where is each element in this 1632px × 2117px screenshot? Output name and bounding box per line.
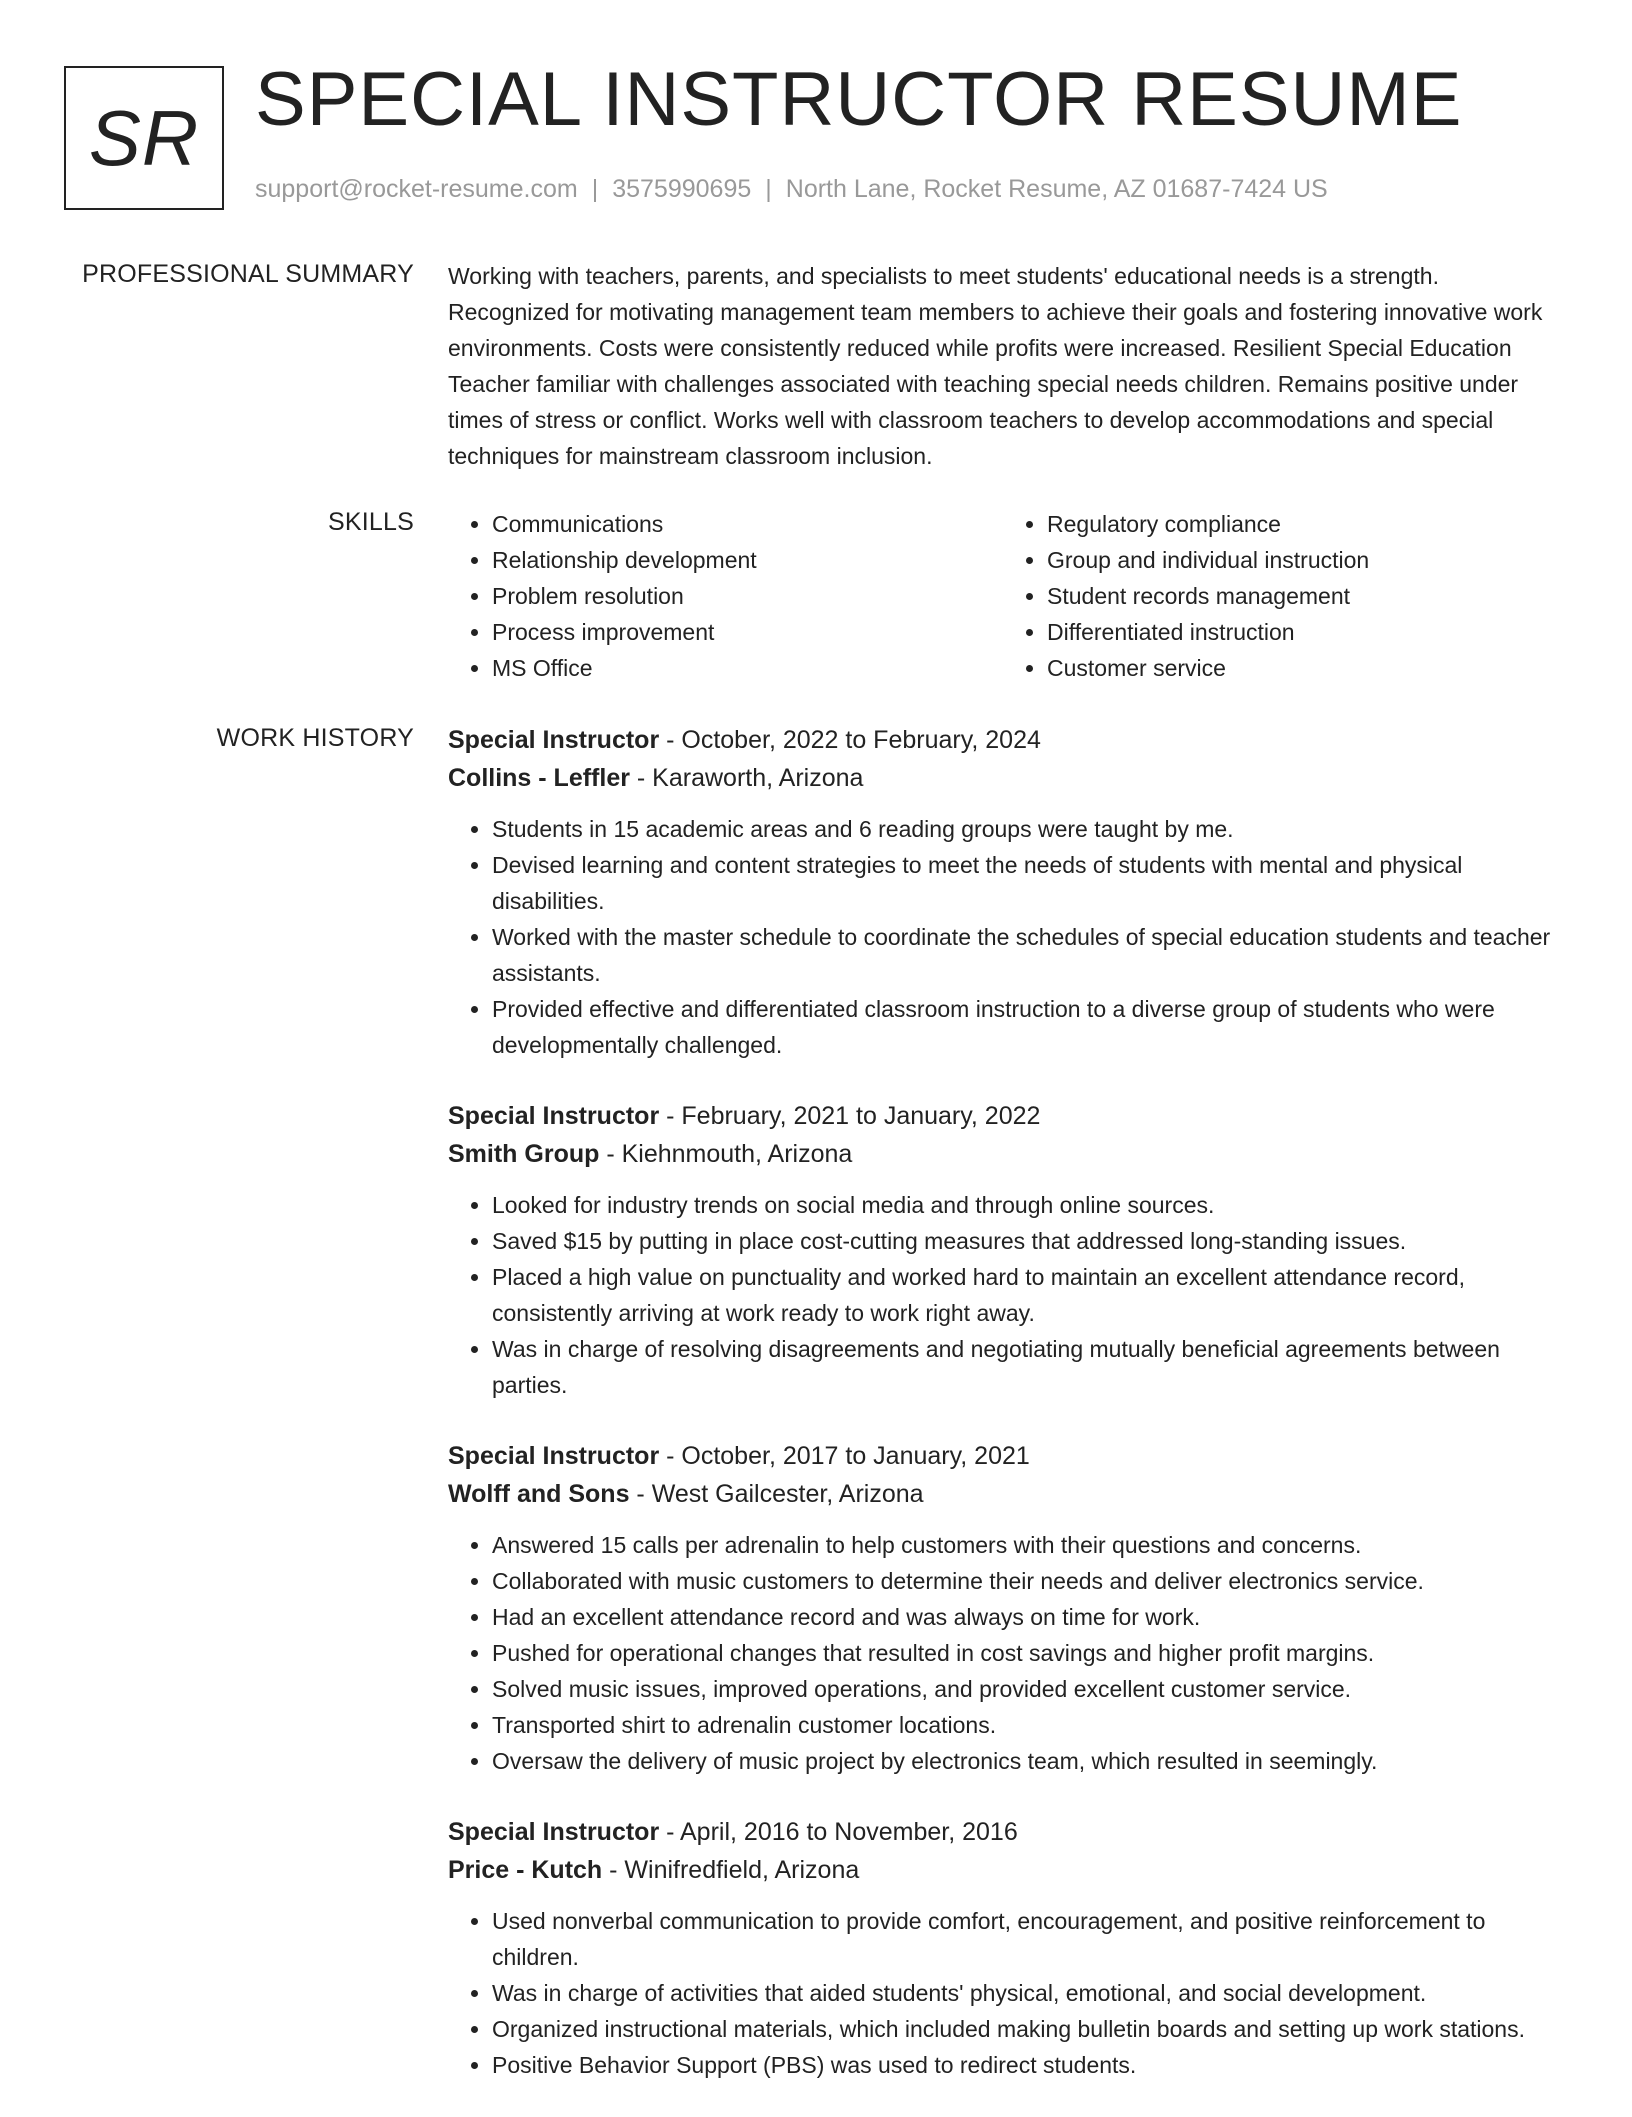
job-dates: - October, 2022 to February, 2024 [659, 726, 1041, 754]
work-history-label: WORK HISTORY [216, 724, 414, 752]
job-bullet: • Was in charge of resolving disagreements and negotiating mutually beneficial agreements between parties. [492, 1331, 1558, 1403]
job-entry [448, 721, 1558, 1063]
skill-item: • Regulatory compliance [1047, 506, 1558, 542]
contact-line [255, 175, 1328, 204]
contact-separator: | [591, 175, 599, 203]
job-entry [448, 1813, 1558, 2083]
job-bullets [448, 1187, 1558, 1403]
contact-address: North Lane, Rocket Resume, AZ 01687-7424 US [785, 175, 1328, 203]
job-dates: - October, 2017 to January, 2021 [659, 1442, 1030, 1470]
job-location: - Kiehnmouth, Arizona [599, 1140, 853, 1168]
summary-label: PROFESSIONAL SUMMARY [82, 260, 414, 288]
skill-item: • Customer service [1047, 650, 1558, 686]
job-bullets [448, 1903, 1558, 2083]
job-company-line [448, 759, 1558, 797]
job-company-line [448, 1851, 1558, 1889]
monogram-logo: SR [64, 66, 224, 210]
job-bullet: • Pushed for operational changes that resulted in cost savings and higher profit margins. [492, 1635, 1558, 1671]
job-dates: - February, 2021 to January, 2022 [659, 1102, 1041, 1130]
skill-item: • Process improvement [492, 614, 1003, 650]
job-bullet: • Devised learning and content strategies to meet the needs of students with mental and physical disabilities. [492, 847, 1558, 919]
job-bullet: • Collaborated with music customers to determine their needs and deliver electronics service. [492, 1563, 1558, 1599]
skills-list-right [1003, 506, 1558, 686]
job-title: Special Instructor [448, 1442, 660, 1470]
job-bullet: • Used nonverbal communication to provide comfort, encouragement, and positive reinforcement to children. [492, 1903, 1558, 1975]
skill-item: • MS Office [492, 650, 1003, 686]
job-bullets [448, 1527, 1558, 1779]
job-bullet: • Solved music issues, improved operations, and provided excellent customer service. [492, 1671, 1558, 1707]
job-entry [448, 1437, 1558, 1779]
job-bullet: • Worked with the master schedule to coordinate the schedules of special education students and teacher assistants. [492, 919, 1558, 991]
job-title-line [448, 721, 1558, 759]
job-bullet: • Organized instructional materials, which included making bulletin boards and setting up work stations. [492, 2011, 1558, 2047]
job-company-line [448, 1135, 1558, 1173]
job-location: - Winifredfield, Arizona [602, 1856, 860, 1884]
job-bullet: • Students in 15 academic areas and 6 reading groups were taught by me. [492, 811, 1558, 847]
job-title: Special Instructor [448, 726, 660, 754]
job-title: Special Instructor [448, 1102, 660, 1130]
job-location: - West Gailcester, Arizona [629, 1480, 924, 1508]
job-bullet: • Transported shirt to adrenalin customer locations. [492, 1707, 1558, 1743]
job-company: Price - Kutch [448, 1856, 603, 1884]
job-entry [448, 1097, 1558, 1403]
job-location: - Karaworth, Arizona [629, 764, 864, 792]
job-bullet: • Provided effective and differentiated classroom instruction to a diverse group of students who were developmentally challenged. [492, 991, 1558, 1063]
job-company: Wolff and Sons [448, 1480, 630, 1508]
skill-item: • Differentiated instruction [1047, 614, 1558, 650]
summary-content [448, 258, 1558, 474]
job-bullet: • Had an excellent attendance record and was always on time for work. [492, 1599, 1558, 1635]
contact-email[interactable]: support@rocket-resume.com [255, 175, 578, 203]
job-bullets [448, 811, 1558, 1063]
job-bullet: • Answered 15 calls per adrenalin to help customers with their questions and concerns. [492, 1527, 1558, 1563]
contact-phone[interactable]: 3575990695 [612, 175, 752, 203]
job-title-line [448, 1097, 1558, 1135]
job-company-line [448, 1475, 1558, 1513]
job-dates: - April, 2016 to November, 2016 [659, 1818, 1018, 1846]
job-company: Smith Group [448, 1140, 600, 1168]
job-bullet: • Placed a high value on punctuality and worked hard to maintain an excellent attendance record, consistently arriving at work ready to work right away. [492, 1259, 1558, 1331]
job-bullet: • Oversaw the delivery of music project by electronics team, which resulted in seemingly. [492, 1743, 1558, 1779]
skill-item: • Communications [492, 506, 1003, 542]
job-bullet: • Positive Behavior Support (PBS) was used to redirect students. [492, 2047, 1558, 2083]
job-bullet: • Was in charge of activities that aided students' physical, emotional, and social development. [492, 1975, 1558, 2011]
skills-list-left [448, 506, 1003, 686]
job-bullet: • Saved $15 by putting in place cost-cutting measures that addressed long-standing issues. [492, 1223, 1558, 1259]
skills-label: SKILLS [328, 508, 414, 536]
page-title: SPECIAL INSTRUCTOR RESUME [255, 57, 1463, 142]
skill-item: • Student records management [1047, 578, 1558, 614]
job-company: Collins - Leffler [448, 764, 630, 792]
skill-item: • Relationship development [492, 542, 1003, 578]
job-bullet: • Looked for industry trends on social media and through online sources. [492, 1187, 1558, 1223]
contact-separator: | [765, 175, 772, 203]
work-history-content [448, 721, 1558, 2117]
skills-grid [448, 506, 1558, 686]
job-title-line [448, 1437, 1558, 1475]
job-title-line [448, 1813, 1558, 1851]
skill-item: • Problem resolution [492, 578, 1003, 614]
skill-item: • Group and individual instruction [1047, 542, 1558, 578]
job-title: Special Instructor [448, 1818, 660, 1846]
summary-text: Working with teachers, parents, and specialists to meet students' educational needs is a strength. Recognized for motivating management team members to achieve their goals and fostering innovative work environments. Costs were consistently reduced while profits were increased. Resilient Special Education Teacher familiar with challenges associated with teaching special needs children. Remains positive under times of stress or conflict. Works well with classroom teachers to develop accommodations and special techniques for mainstream classroom inclusion. [448, 263, 1543, 469]
